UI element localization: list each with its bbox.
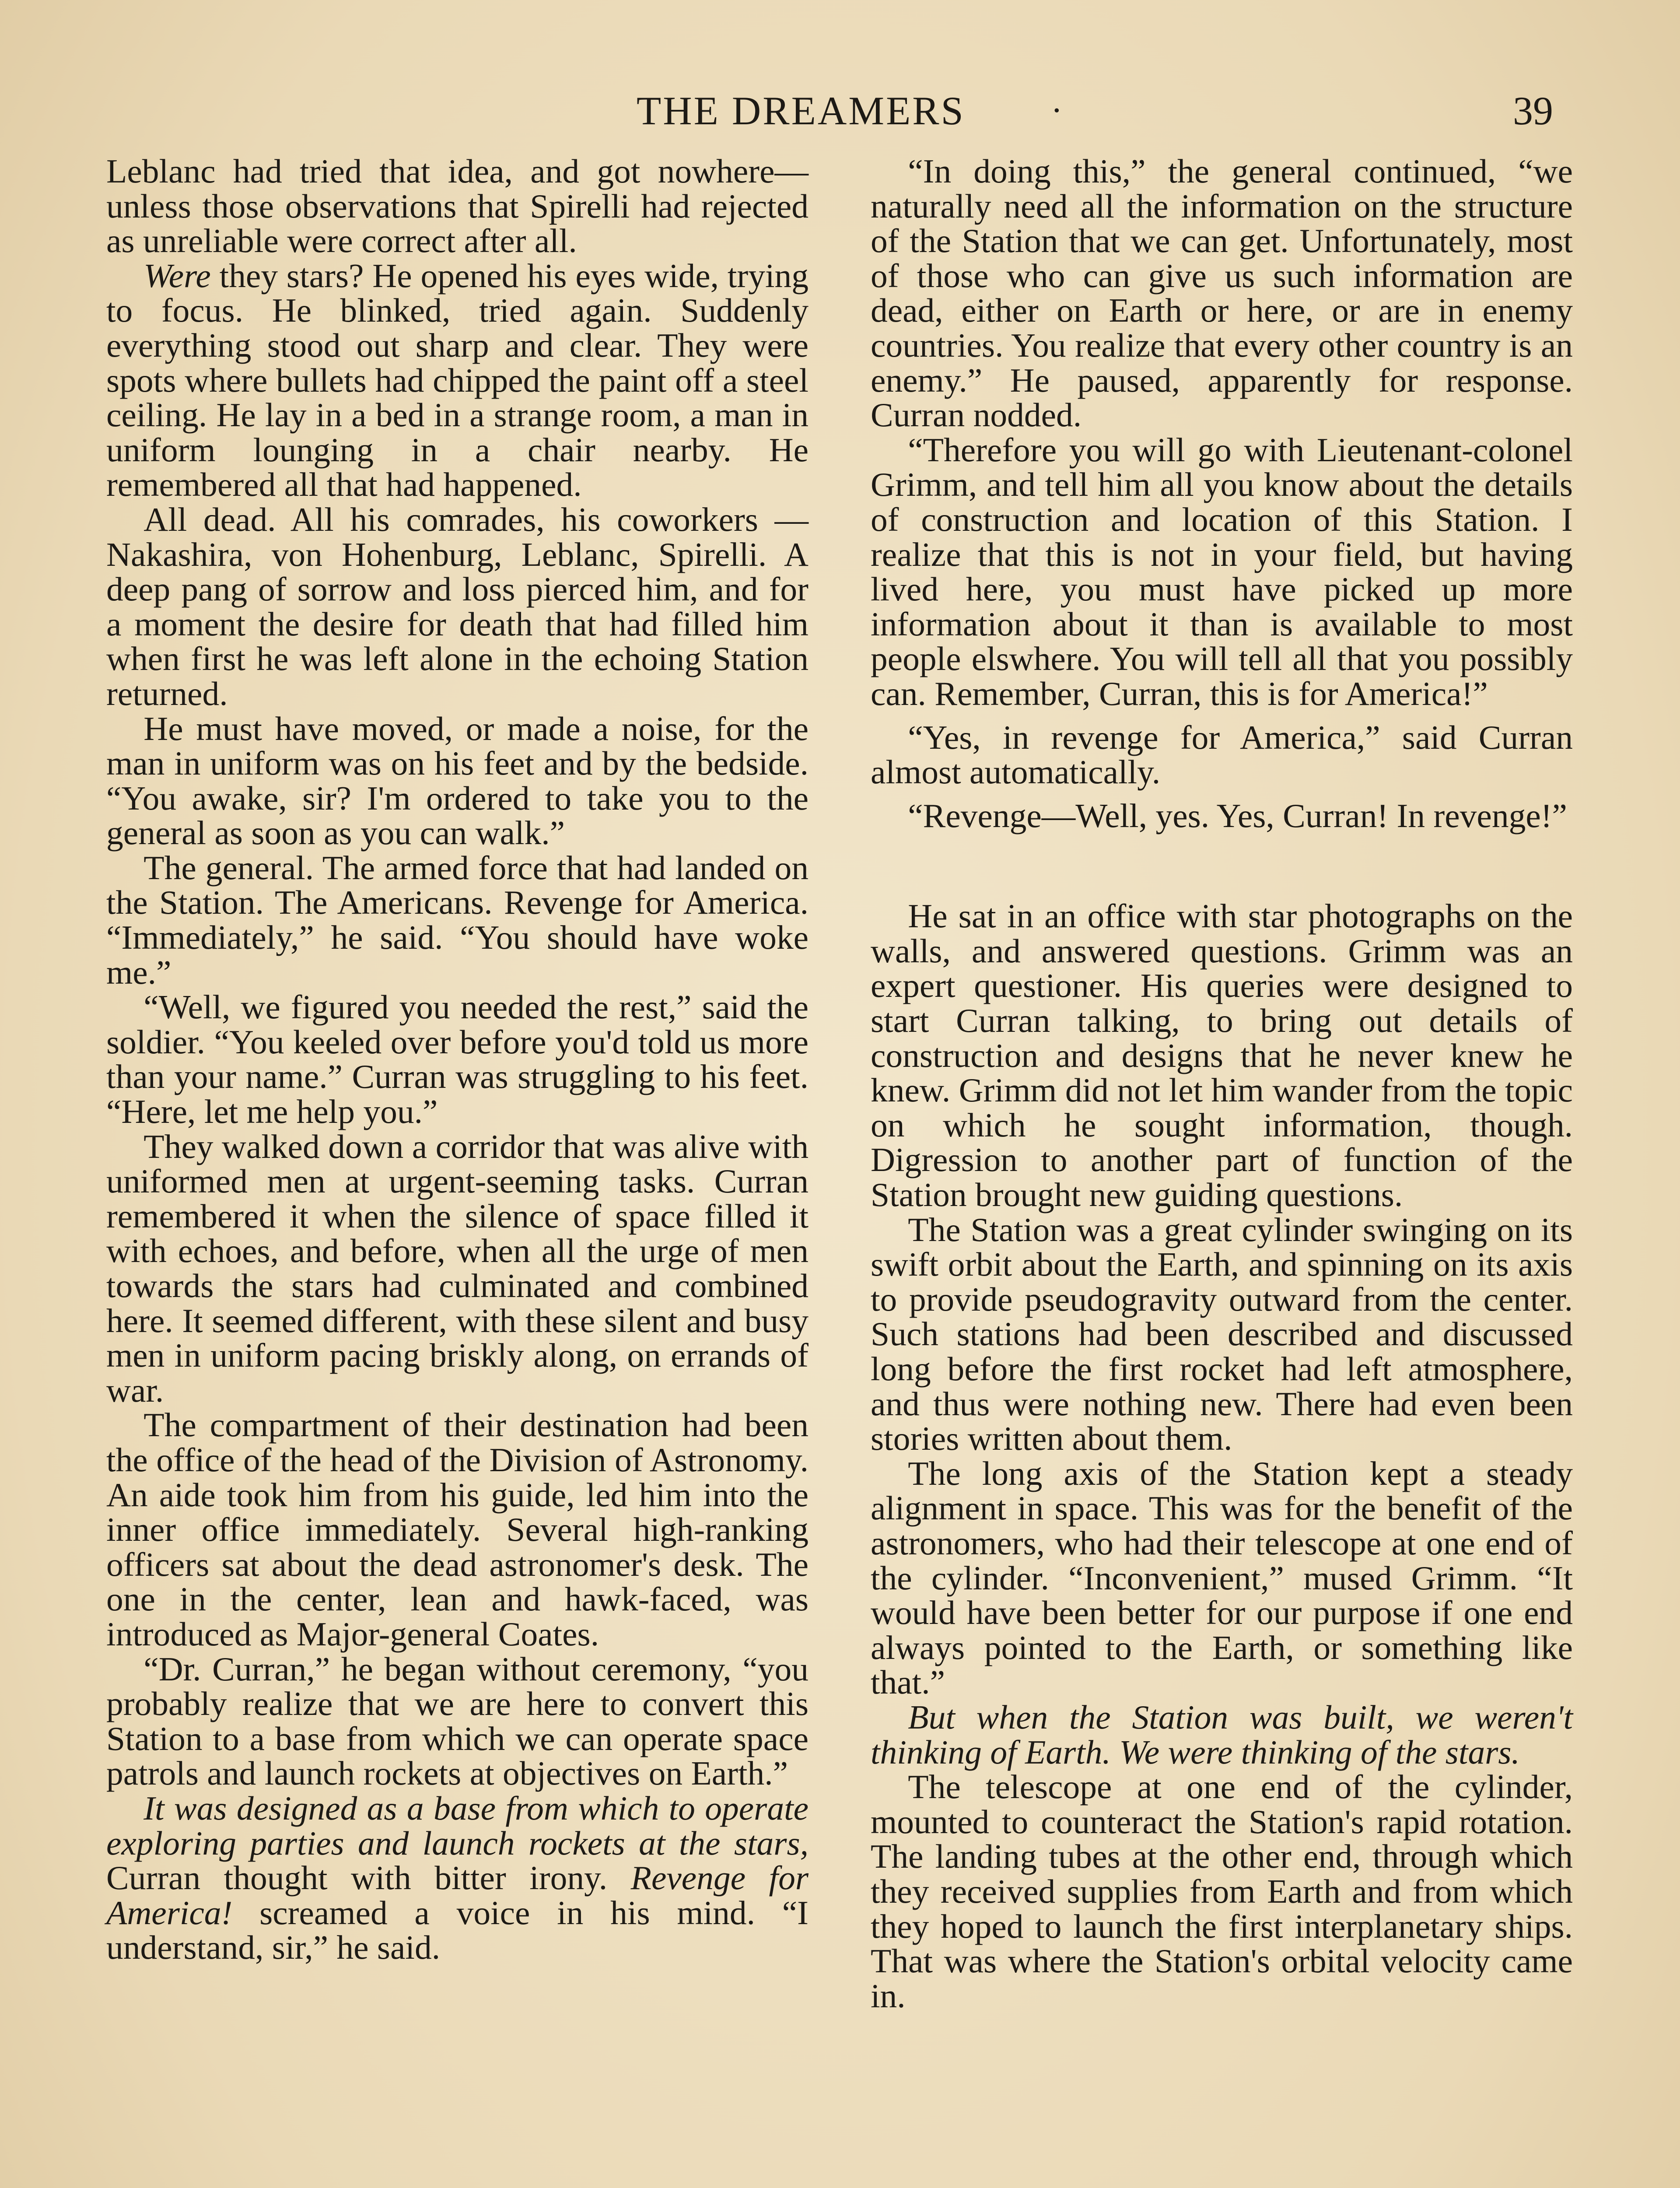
paragraph [106,256,808,504]
paragraph: Leblanc had tried that idea, and got nowhere—unless those observations that Spirelli had rejected as unreliable were correct after all. [106,152,808,260]
paragraph: The long axis of the Station kept a steady alignment in space. This was for the benefit of the astronomers, who had their telescope at one end of the cylinder. “Inconvenient,” mused Grimm. “It would have been better for our purpose if one end always pointed to the Earth, or something like that.” [871,1454,1573,1701]
page-number: 39 [1513,88,1553,133]
paragraph: “In doing this,” the general continued, “we naturally need all the information on the structure of the Station that we can get. Unfortunately, most of those who can give us such information are dead, either on Earth or here, or are in enemy countries. You realize that every other country is an enemy.” He paused, apparently for response. Curran nodded. [871,152,1573,434]
paragraph: He sat in an office with star photographs on the walls, and answered questions. Grimm was an expert questioner. His queries were designed to start Curran talking, to bring out details of construction and designs that he never knew he knew. Grimm did not let him wander from the topic on which he sought information, though. Digression to another part of function of the Station brought new guiding questions. [871,897,1573,1214]
paragraph: “Yes, in revenge for America,” said Curran almost automatically. [871,718,1573,791]
paragraph: The general. The armed force that had landed on the Station. The Americans. Revenge for America. “Immediately,” he said. “You should have woke me.” [106,849,808,991]
paragraph: “Revenge—Well, yes. Yes, Curran! In revenge!” [908,796,1567,835]
paragraph: The telescope at one end of the cylinder, mounted to counteract the Station's rapid rotation. The landing tubes at the other end, through which they received supplies from Earth and from which they hoped to launch the first interplanetary ships. That was where the Station's orbital velocity came in. [871,1768,1573,2015]
italic-thought: It was designed as a base from which to operate exploring parties and launch rockets at the stars, [106,1789,808,1862]
running-title: THE DREAMERS [637,88,965,133]
paragraph: The compartment of their destination had been the office of the head of the Division of Astronomy. An aide took him from his guide, led him into the inner office immediately. Several high-ranking officers sat about the dead astronomer's desk. The one in the center, lean and hawk-faced, was introduced as Major-general Coates. [106,1406,808,1653]
header-dot: · [1051,91,1063,130]
emphasis: Were [144,256,211,295]
paragraph-text: screamed a voice in his mind. “I understand, sir,” he said. [106,1893,808,1967]
running-header [0,82,1680,144]
paragraph: They walked down a corridor that was alive with uniformed men at urgent-seeming tasks. Curran remembered it when the silence of space filled it with echoes, and before, when all the urge of men towards the stars had culminated and combined here. It seemed different, with these silent and busy men in uniform pacing briskly along, on errands of war. [106,1127,808,1409]
paragraph: All dead. All his comrades, his coworkers — Nakashira, von Hohenburg, Leblanc, Spirelli. A deep pang of sorrow and loss pierced him, and for a moment the desire for death that had filled him when first he was left alone in the echoing Station returned. [106,500,808,712]
paragraph: He must have moved, or made a noise, for the man in uniform was on his feet and by the bedside. “You awake, sir? I'm ordered to take you to the general as soon as you can walk.” [106,709,808,852]
paragraph: “Dr. Curran,” he began without ceremony, “you probably realize that we are here to convert this Station to a base from which we can operate space patrols and launch rockets at objectives on Earth.” [106,1650,808,1792]
paragraph: The Station was a great cylinder swinging on its swift orbit about the Earth, and spinning on its axis to provide pseudogravity outward from the center. Such stations had been described and discussed long before the first rocket had left atmosphere, and thus were nothing new. There had even been stories written about them. [871,1210,1573,1458]
paragraph: “Well, we figured you needed the rest,” said the soldier. “You keeled over before you'd told us more than your name.” Curran was struggling to his feet. “Here, let me help you.” [106,988,808,1131]
paragraph [106,1791,808,1965]
paragraph: “Therefore you will go with Lieutenant-colonel Grimm, and tell him all you know about the details of construction and location of this Station. I realize that this is not in your field, but having lived here, you must have picked up more information about it than is available to most people elswhere. You will tell all that you possibly can. Remember, Curran, this is for America!” [871,431,1573,712]
italic-paragraph: But when the Station was built, we weren't thinking of Earth. We were thinking of the stars. [871,1698,1573,1771]
left-column [106,154,808,1965]
italic-thought: Revenge for America! [106,1859,809,1932]
right-column [871,154,1573,2013]
paragraph-text: they stars? He opened his eyes wide, trying to focus. He blinked, tried again. Suddenly everything stood out sharp and clear. They were spots where bullets had chipped the paint off a steel ceiling. He lay in a bed in a strange room, a man in uniform lounging in a chair nearby. He remembered all that had happened. [106,256,808,504]
paragraph-text: Curran thought with bitter irony. [106,1859,631,1897]
